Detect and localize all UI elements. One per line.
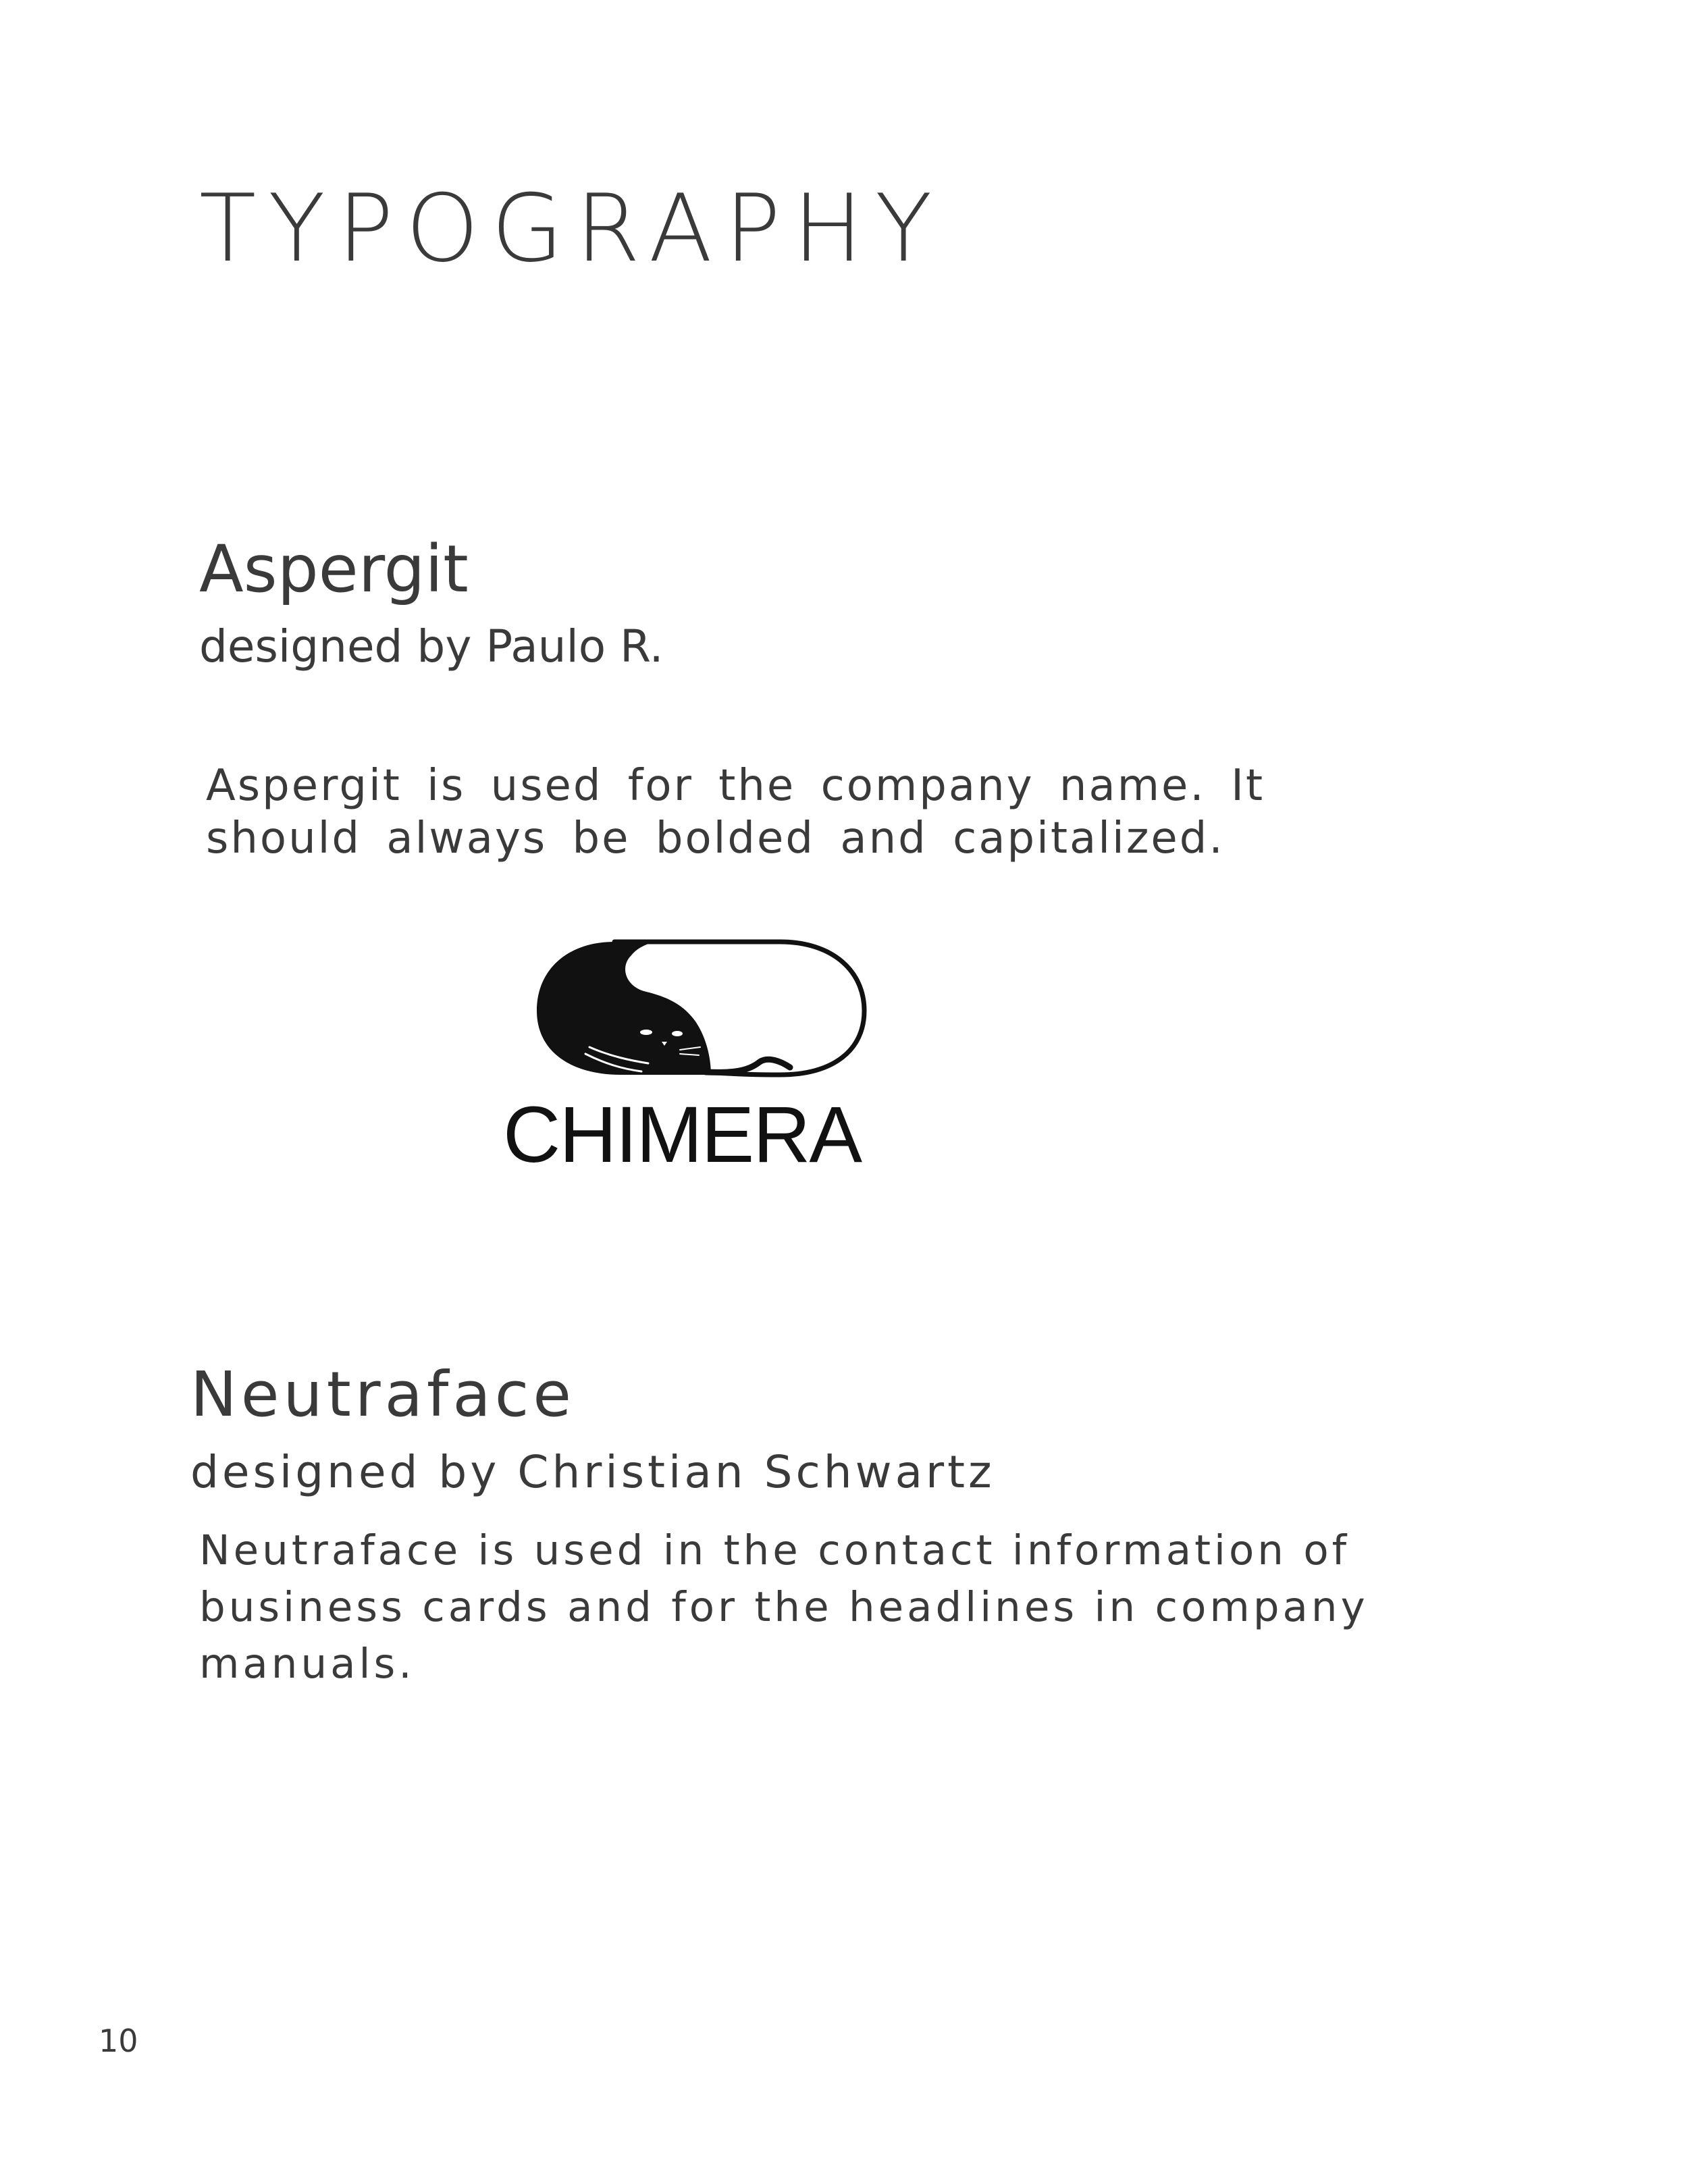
aspergit-description: Aspergit is used for the company name. It should always be bolded and capitalized. (206, 761, 1265, 863)
neutraface-description: Neutraface is used in the contact information of business cards and for the headlines in company manuals. (199, 1526, 1369, 1688)
aspergit-font-name: Aspergit (199, 531, 469, 607)
aspergit-designer: designed by Paulo R. (199, 620, 664, 672)
logo-wordmark: CHIMERA (503, 1090, 862, 1179)
chimera-logo (503, 935, 881, 1178)
neutraface-font-name: Neutraface (190, 1358, 575, 1431)
page-title: TYPOGRAPHY (199, 174, 945, 283)
cat-in-speech-bubble-icon (503, 935, 881, 1097)
page-number: 10 (99, 2023, 138, 2059)
neutraface-designer: designed by Christian Schwartz (190, 1446, 995, 1498)
